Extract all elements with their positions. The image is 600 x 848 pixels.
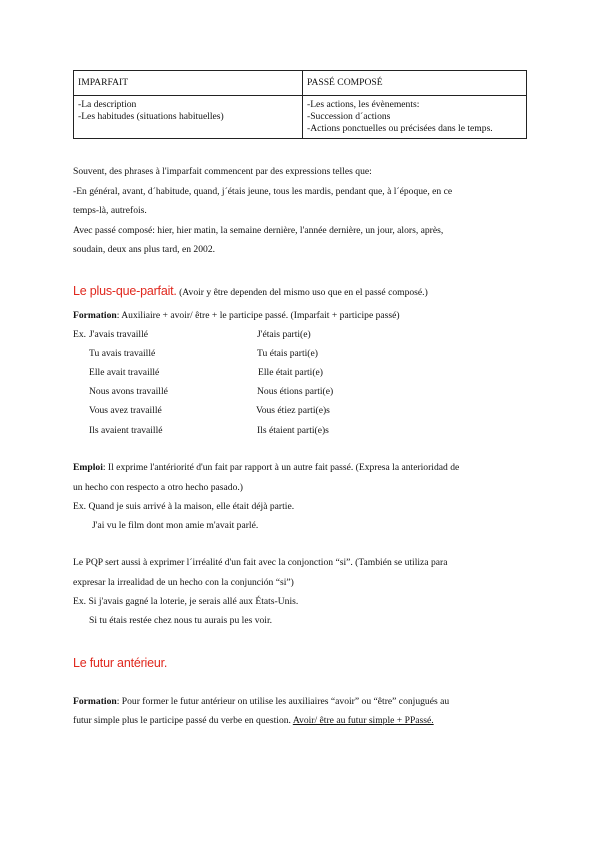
imparfait-use: -La description [78, 99, 137, 110]
intro-line: temps-là, autrefois. [73, 205, 147, 216]
passe-compose-use: -Les actions, les évènements: [307, 99, 420, 110]
intro-line: -En général, avant, d´habitude, quand, j´étais jeune, tous les mardis, pendant que, à l´époque, en ce [73, 186, 453, 197]
emploi-text: : Il exprime l'antériorité d'un fait par rapport à un autre fait passé. (Expresa la anterioridad de [102, 462, 460, 473]
passe-compose-use: -Actions ponctuelles ou précisées dans le temps. [307, 123, 493, 134]
formation-text: : Auxiliaire + avoir/ être + le participe passé. (Imparfait + participe passé) [116, 310, 400, 321]
header-imparfait: IMPARFAIT [74, 71, 303, 96]
example-label: Ex. [73, 329, 87, 340]
irreal-example: Ex. Si j'avais gagné la loterie, je serais allé aux États-Unis. [73, 596, 299, 607]
comparison-table [73, 70, 527, 139]
irreal-line: Le PQP sert aussi à exprimer l´irréalité d'un fait avec la conjonction “si”. (También se utiliza para [73, 557, 448, 568]
avoir-conjugation: Ils avaient travaillé [89, 425, 163, 436]
etre-conjugation: Tu étais parti(e) [257, 348, 318, 359]
table-row [74, 96, 527, 139]
etre-conjugation: Vous étiez parti(e)s [256, 405, 330, 416]
table-header-row [74, 71, 527, 96]
futur-formation-line [73, 696, 449, 707]
irreal-example: Si tu étais restée chez nous tu aurais pu les voir. [89, 615, 273, 626]
pqp-formation [73, 310, 400, 321]
avoir-conjugation: Tu avais travaillé [89, 348, 156, 359]
etre-conjugation: J'étais parti(e) [257, 329, 311, 340]
avoir-conjugation: Elle avait travaillé [89, 367, 160, 378]
emploi-line: un hecho con respecto a otro hecho pasado.) [73, 482, 243, 493]
avoir-conjugation: J'avais travaillé [89, 329, 149, 340]
etre-conjugation: Ils étaient parti(e)s [257, 425, 329, 436]
futur-formation-line [73, 715, 434, 726]
intro-line: soudain, deux ans plus tard, en 2002. [73, 244, 216, 255]
imparfait-use: -Les habitudes (situations habituelles) [78, 111, 224, 122]
emploi-line [73, 462, 459, 473]
intro-line: Avec passé composé: hier, hier matin, la semaine dernière, l'année dernière, un jour, alors, après, [73, 225, 444, 236]
header-passe-compose: PASSÉ COMPOSÉ [303, 71, 527, 96]
pqp-title-note: (Avoir y être dependen del mismo uso que en el passé composé.) [179, 287, 428, 298]
formation-label: Formation [73, 696, 117, 707]
formation-label: Formation [73, 310, 117, 321]
imparfait-uses [74, 96, 303, 139]
etre-conjugation: Nous étions parti(e) [257, 386, 334, 397]
emploi-example: Ex. Quand je suis arrivé à la maison, elle était déjà partie. [73, 501, 295, 512]
avoir-conjugation: Nous avons travaillé [89, 386, 168, 397]
emploi-label: Emploi [73, 462, 103, 473]
passe-compose-use: -Succession d´actions [307, 111, 391, 122]
etre-conjugation: Elle était parti(e) [258, 367, 323, 378]
intro-line: Souvent, des phrases à l'imparfait commencent par des expressions telles que: [73, 166, 372, 177]
pqp-title: Le plus-que-parfait. [73, 284, 177, 298]
futur-title: Le futur antérieur. [73, 656, 168, 670]
formation-text: futur simple plus le participe passé du verbe en question. [73, 715, 291, 726]
formation-rule: Avoir/ être au futur simple + PPassé. [292, 715, 434, 726]
pqp-heading [73, 284, 428, 298]
emploi-example: J'ai vu le film dont mon amie m'avait parlé. [92, 520, 259, 531]
formation-text: : Pour former le futur antérieur on utilise les auxiliaires “avoir” ou “être” conjugués au [116, 696, 450, 707]
passe-compose-uses [303, 96, 527, 139]
irreal-line: expresar la irrealidad de un hecho con la conjunción “si”) [73, 577, 294, 588]
avoir-conjugation: Vous avez travaillé [89, 405, 162, 416]
